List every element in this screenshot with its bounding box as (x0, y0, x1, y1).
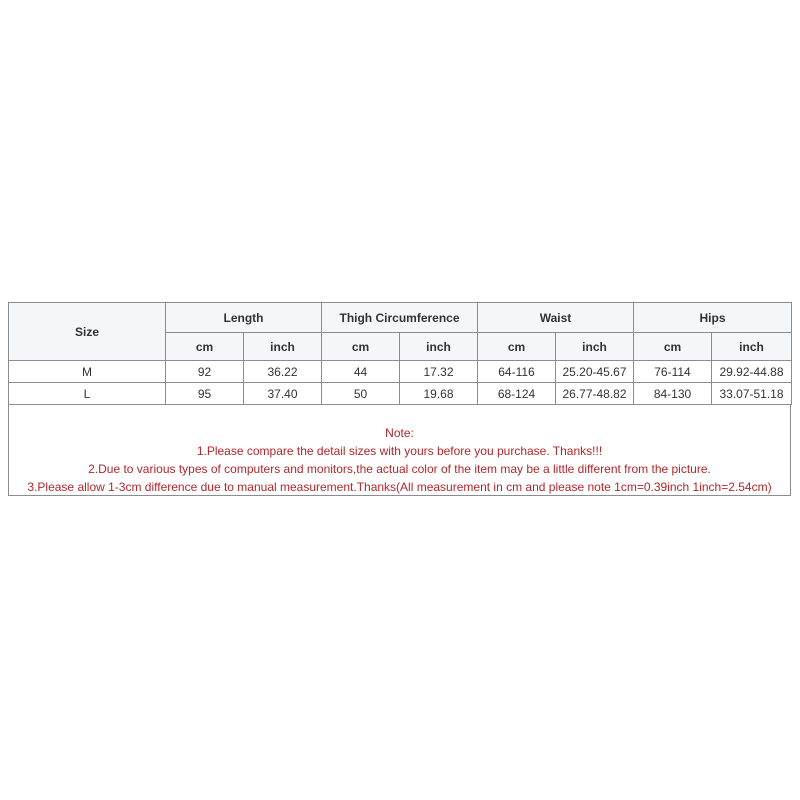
waist-cm-cell: 68-124 (478, 383, 556, 405)
thigh-circumference-group-header: Thigh Circumference (322, 303, 478, 333)
length-inch-header: inch (244, 333, 322, 361)
thigh-cm-cell: 44 (322, 361, 400, 383)
hips-cm-cell: 84-130 (634, 383, 712, 405)
waist-inch-cell: 25.20-45.67 (556, 361, 634, 383)
thigh-inch-header: inch (400, 333, 478, 361)
thigh-inch-cell: 19.68 (400, 383, 478, 405)
size-column-header: Size (9, 303, 166, 361)
hips-inch-cell: 29.92-44.88 (712, 361, 792, 383)
length-inch-cell: 37.40 (244, 383, 322, 405)
hips-inch-cell: 33.07-51.18 (712, 383, 792, 405)
hips-cm-header: cm (634, 333, 712, 361)
note-line-compare: 1.Please compare the detail sizes with yours before you purchase. Thanks!!! (196, 444, 603, 458)
thigh-cm-header: cm (322, 333, 400, 361)
length-cm-header: cm (166, 333, 244, 361)
waist-cm-header: cm (478, 333, 556, 361)
thigh-inch-cell: 17.32 (400, 361, 478, 383)
hips-inch-header: inch (712, 333, 792, 361)
length-cm-cell: 92 (166, 361, 244, 383)
notes-section (9, 424, 790, 496)
waist-cm-cell: 64-116 (478, 361, 556, 383)
group-header-row (9, 303, 792, 333)
length-cm-cell: 95 (166, 383, 244, 405)
length-inch-cell: 36.22 (244, 361, 322, 383)
table-row (9, 383, 792, 405)
note-line-color: 2.Due to various types of computers and monitors,the actual color of the item may be a little different from the picture. (88, 462, 711, 476)
note-title: Note: (385, 426, 414, 440)
hips-cm-cell: 76-114 (634, 361, 712, 383)
table-row (9, 361, 792, 383)
size-chart-table (8, 302, 792, 405)
note-line-measurement: 3.Please allow 1-3cm difference due to manual measurement.Thanks(All measurement in cm and please note 1cm=0.39inch 1inch=2.54cm) (27, 480, 772, 494)
size-cell: L (9, 383, 166, 405)
thigh-cm-cell: 50 (322, 383, 400, 405)
hips-group-header: Hips (634, 303, 792, 333)
size-cell: M (9, 361, 166, 383)
length-group-header: Length (166, 303, 322, 333)
waist-group-header: Waist (478, 303, 634, 333)
waist-inch-cell: 26.77-48.82 (556, 383, 634, 405)
waist-inch-header: inch (556, 333, 634, 361)
